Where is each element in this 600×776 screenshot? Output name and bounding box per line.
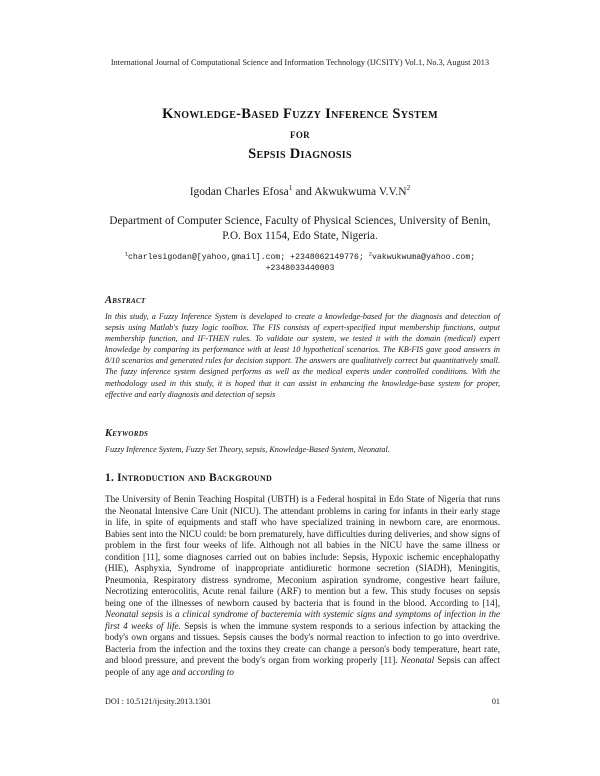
section-1-paragraph bbox=[105, 494, 500, 678]
section-1-body bbox=[105, 494, 500, 678]
section-1-heading: 1. Introduction and Background bbox=[105, 472, 272, 484]
paper-title bbox=[0, 104, 600, 164]
title-line-2: for bbox=[290, 126, 310, 141]
body-run-2-italic: Neonatal sepsis is a clinical syndrome of bacteremia with systemic signs and symptoms of infection in the first 4 weeks of life. bbox=[105, 609, 500, 631]
author-list bbox=[0, 183, 600, 198]
affiliation bbox=[95, 214, 505, 244]
contact-email-1: charlesigodan@[yahoo,gmail].com; +2348062149776; bbox=[128, 253, 369, 262]
author-1: Igodan Charles Efosa bbox=[189, 186, 289, 198]
footer-doi: DOI : 10.5121/ijcsity.2013.1301 bbox=[105, 697, 212, 706]
contact-line-2: +2348033440003 bbox=[265, 264, 335, 273]
body-run-3: Sepsis is when the immune system responds to a serious infection by attacking the body's own organs and tissues. Sepsis causes the body's normal reaction to infection to go into overdrive. Bacteria from the infection and the toxins they create can change a person's body temperature, heart rate, and blood pressure, and prevent the body's organ from working properly [11]. bbox=[105, 620, 500, 665]
keywords-text: Fuzzy Inference System, Fuzzy Set Theory, sepsis, Knowledge-Based System, Neonatal. bbox=[105, 445, 390, 454]
body-run-6-italic: and according to bbox=[171, 666, 234, 677]
contact-info bbox=[95, 252, 505, 274]
contact-line-1 bbox=[95, 252, 505, 263]
body-run-1: The University of Benin Teaching Hospital (UBTH) is a Federal hospital in Edo State of Nigeria that runs the Neonatal Intensive Care Unit (NICU). The attendant problems in caring for infants in their early stage in life, in spite of equipments and staff who have specialized training in newborn care, are enormous. Babies sent into the NICU could: be born prematurely, have difficulties during deliveries, and show signs of problem in the first four weeks of life. Although not all babies in the NICU have the same illness or condition [11], some diagnoses carried out on babies include: Sepsis, Hypoxic ischemic encephalopathy (HIE), Asphyxia, Syndrome of inappropriate antidiuretic hormone secretion (SIADH), Meningitis, Pneumonia, Respiratory distress syndrome, Meconium aspiration syndrome, congestive heart failure, Necrotizing enterocolitis, Acute renal failure (ARF) to mention but a few. This study focuses on sepsis being one of the illnesses of newborn caused by bacteria that is found in the blood. According to [14], bbox=[105, 494, 500, 608]
author-2-marker: 2 bbox=[406, 183, 411, 193]
keywords-heading: Keywords bbox=[105, 428, 149, 439]
affiliation-line-1: Department of Computer Science, Faculty of Physical Sciences, University of Benin, bbox=[109, 215, 491, 227]
author-1-marker: 1 bbox=[288, 183, 293, 193]
body-run-4-italic: Neonatal bbox=[400, 655, 435, 665]
page-number: 01 bbox=[491, 697, 500, 706]
affiliation-line-2: P.O. Box 1154, Edo State, Nigeria. bbox=[222, 230, 378, 242]
author-connector: and bbox=[292, 186, 315, 198]
title-line-3: Sepsis Diagnosis bbox=[248, 146, 352, 162]
contact-email-2: vakwukwuma@yahoo.com; bbox=[371, 253, 476, 262]
abstract-heading: Abstract bbox=[105, 295, 146, 306]
title-line-1: Knowledge-Based Fuzzy Inference System bbox=[162, 106, 438, 122]
body-run-5: Sepsis can affect people of any age bbox=[105, 655, 500, 677]
contact-marker-2: 2 bbox=[368, 251, 372, 258]
journal-header: International Journal of Computational Science and Information Technology (IJCSITY) Vol.1, No.3, August 2013 bbox=[110, 58, 490, 67]
contact-marker-1: 1 bbox=[124, 251, 129, 258]
abstract-text: In this study, a Fuzzy Inference System is developed to create a knowledge-based for the diagnosis and detection of sepsis using Matlab's fuzzy logic toolbox. The FIS consists of expert-specified input membership functions, output membership function, and IF-THEN rules. To validate our system, we tested it with the domain (medical) expert knowledge by comparing its performance with at least 10 hypothetical scenarios. The KB-FIS gave good answers in 8/10 scenarios and generated rules for decision support. The answers are qualitatively correct but quantitatively small. The fuzzy inference system designed performs as well as the medical experts under controlled conditions. With the methodology used in this study, it is hoped that it can assist in enhancing the knowledge-base system for proper, effective and early diagnosis and detection of sepsis bbox=[105, 312, 500, 399]
author-2: Akwukwuma V.V.N bbox=[314, 186, 407, 198]
